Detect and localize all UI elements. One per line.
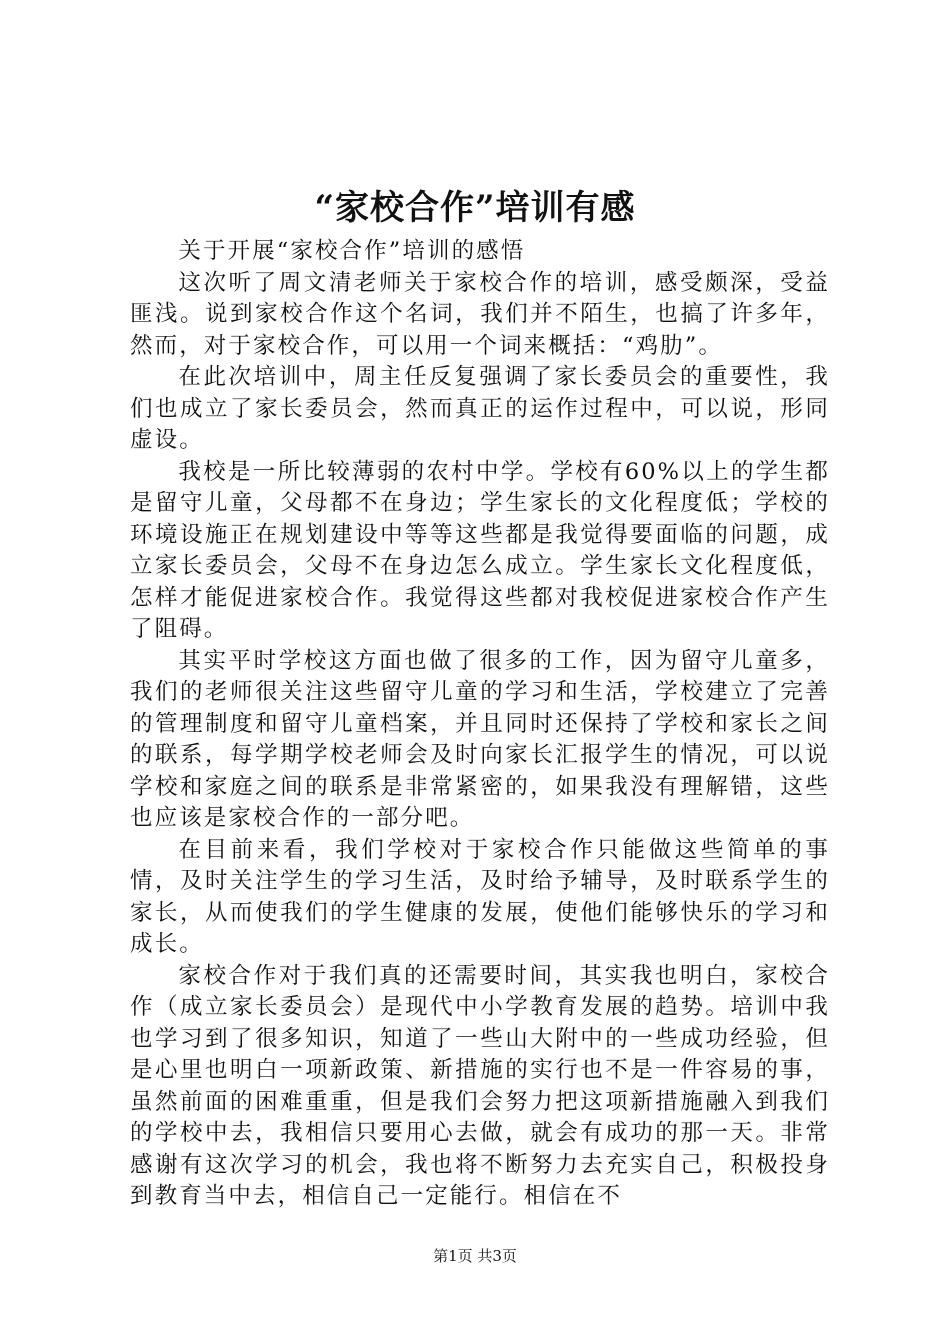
document-body	[130, 236, 830, 1213]
body-paragraph: 在此次培训中，周主任反复强调了家长委员会的重要性，我们也成立了家长委员会，然而真正的运作过程中，可以说，形同虚设。	[130, 364, 830, 453]
body-paragraph: 我校是一所比较薄弱的农村中学。学校有60%以上的学生都是留守儿童，父母都不在身边；学生家长的文化程度低；学校的环境设施正在规划建设中等等这些都是我觉得要面临的问题，成立家长委员会，父母不在身边怎么成立。学生家长文化程度低，怎样才能促进家校合作。我觉得这些都对我校促进家校合作产生了阻碍。	[130, 458, 830, 642]
body-paragraph: 家校合作对于我们真的还需要时间，其实我也明白，家校合作（成立家长委员会）是现代中小学教育发展的趋势。培训中我也学习到了很多知识，知道了一些山大附中的一些成功经验，但是心里也明白一项新政策、新措施的实行也不是一件容易的事，虽然前面的困难重重，但是我们会努力把这项新措施融入到我们的学校中去，我相信只要用心去做，就会有成功的那一天。非常感谢有这次学习的机会，我也将不断努力去充实自己，积极投身到教育当中去，相信自己一定能行。相信在不	[130, 962, 830, 1209]
page-number-footer: 第1页 共3页	[433, 1247, 517, 1265]
document-title: “家校合作”培训有感	[314, 188, 636, 228]
subtitle-paragraph: 关于开展“家校合作”培训的感悟	[178, 238, 526, 264]
body-paragraph: 在目前来看，我们学校对于家校合作只能做这些简单的事情，及时关注学生的学习生活，及时给予辅导，及时联系学生的家长，从而使我们的学生健康的发展，使他们能够快乐的学习和成长。	[130, 836, 830, 957]
body-paragraph: 其实平时学校这方面也做了很多的工作，因为留守儿童多，我们的老师很关注这些留守儿童的学习和生活，学校建立了完善的管理制度和留守儿童档案，并且同时还保持了学校和家长之间的联系，每学期学校老师会及时向家长汇报学生的情况，可以说学校和家庭之间的联系是非常紧密的，如果我没有理解错，这些也应该是家校合作的一部分吧。	[130, 647, 830, 831]
body-paragraph: 这次听了周文清老师关于家校合作的培训，感受颇深，受益匪浅。说到家校合作这个名词，我们并不陌生，也搞了许多年，然而，对于家校合作，可以用一个词来概括：“鸡肋”。	[130, 269, 830, 359]
